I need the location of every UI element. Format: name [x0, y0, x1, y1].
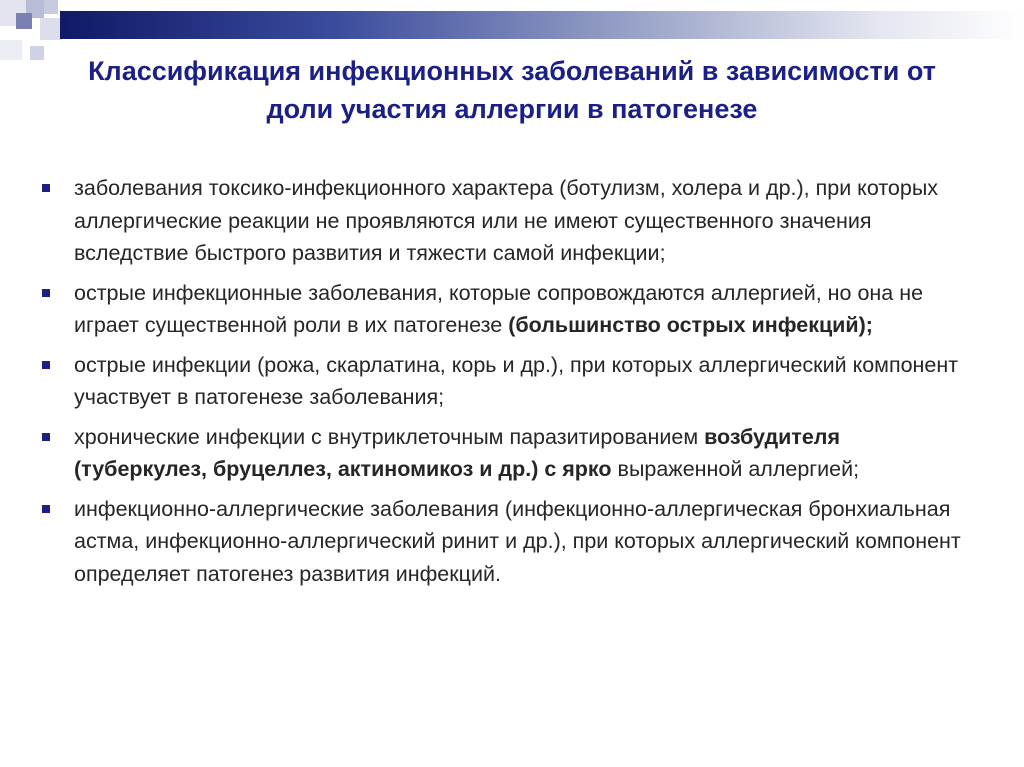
item-text-bold: (большинство острых инфекций); — [508, 313, 873, 337]
item-text: хронические инфекции с внутриклеточным паразитированием — [74, 424, 705, 449]
item-text: заболевания токсико-инфекционного характера (ботулизм, холера и др.), при которых аллергические реакции не проявляются или не имеют существенного значения вследствие быстрого развития и тяжести самой инфекции; — [74, 176, 939, 265]
square-bullet-icon — [42, 289, 50, 297]
list-item — [40, 172, 970, 270]
decor-square — [16, 13, 32, 29]
decor-square — [40, 18, 62, 40]
list-item — [40, 493, 970, 591]
bullet-list — [40, 172, 970, 597]
item-text: острые инфекционные заболевания, которые сопровождаются аллергией, но она не играет существенной роли в их патогенезе — [74, 280, 924, 337]
item-text: выраженной аллергией; — [611, 457, 860, 481]
list-item — [40, 349, 970, 414]
decor-square — [30, 46, 44, 60]
slide-title: Классификация инфекционных заболеваний в зависимости от доли участия аллергии в патогенезе — [88, 56, 936, 124]
item-text: инфекционно-аллергические заболевания (инфекционно-аллергическая бронхиальная астма, инфекционно-аллергический ринит и др.), при которых аллергический компонент определяет патогенез развития инфекций. — [74, 496, 961, 586]
decor-square — [44, 0, 58, 14]
list-item — [40, 277, 970, 342]
square-bullet-icon — [42, 433, 50, 441]
item-text: острые инфекции (рожа, скарлатина, корь и др.), при которых аллергический компонент участвует в патогенезе заболевания; — [74, 352, 959, 409]
square-bullet-icon — [42, 184, 50, 192]
item-text-bold: возбудителя (туберкулез, бруцеллез, актиномикоз и др.) с ярко — [74, 424, 841, 481]
list-item — [40, 421, 970, 486]
header-gradient-bar — [60, 11, 1024, 39]
decor-square — [0, 40, 22, 60]
square-bullet-icon — [42, 361, 50, 369]
square-bullet-icon — [42, 505, 50, 513]
